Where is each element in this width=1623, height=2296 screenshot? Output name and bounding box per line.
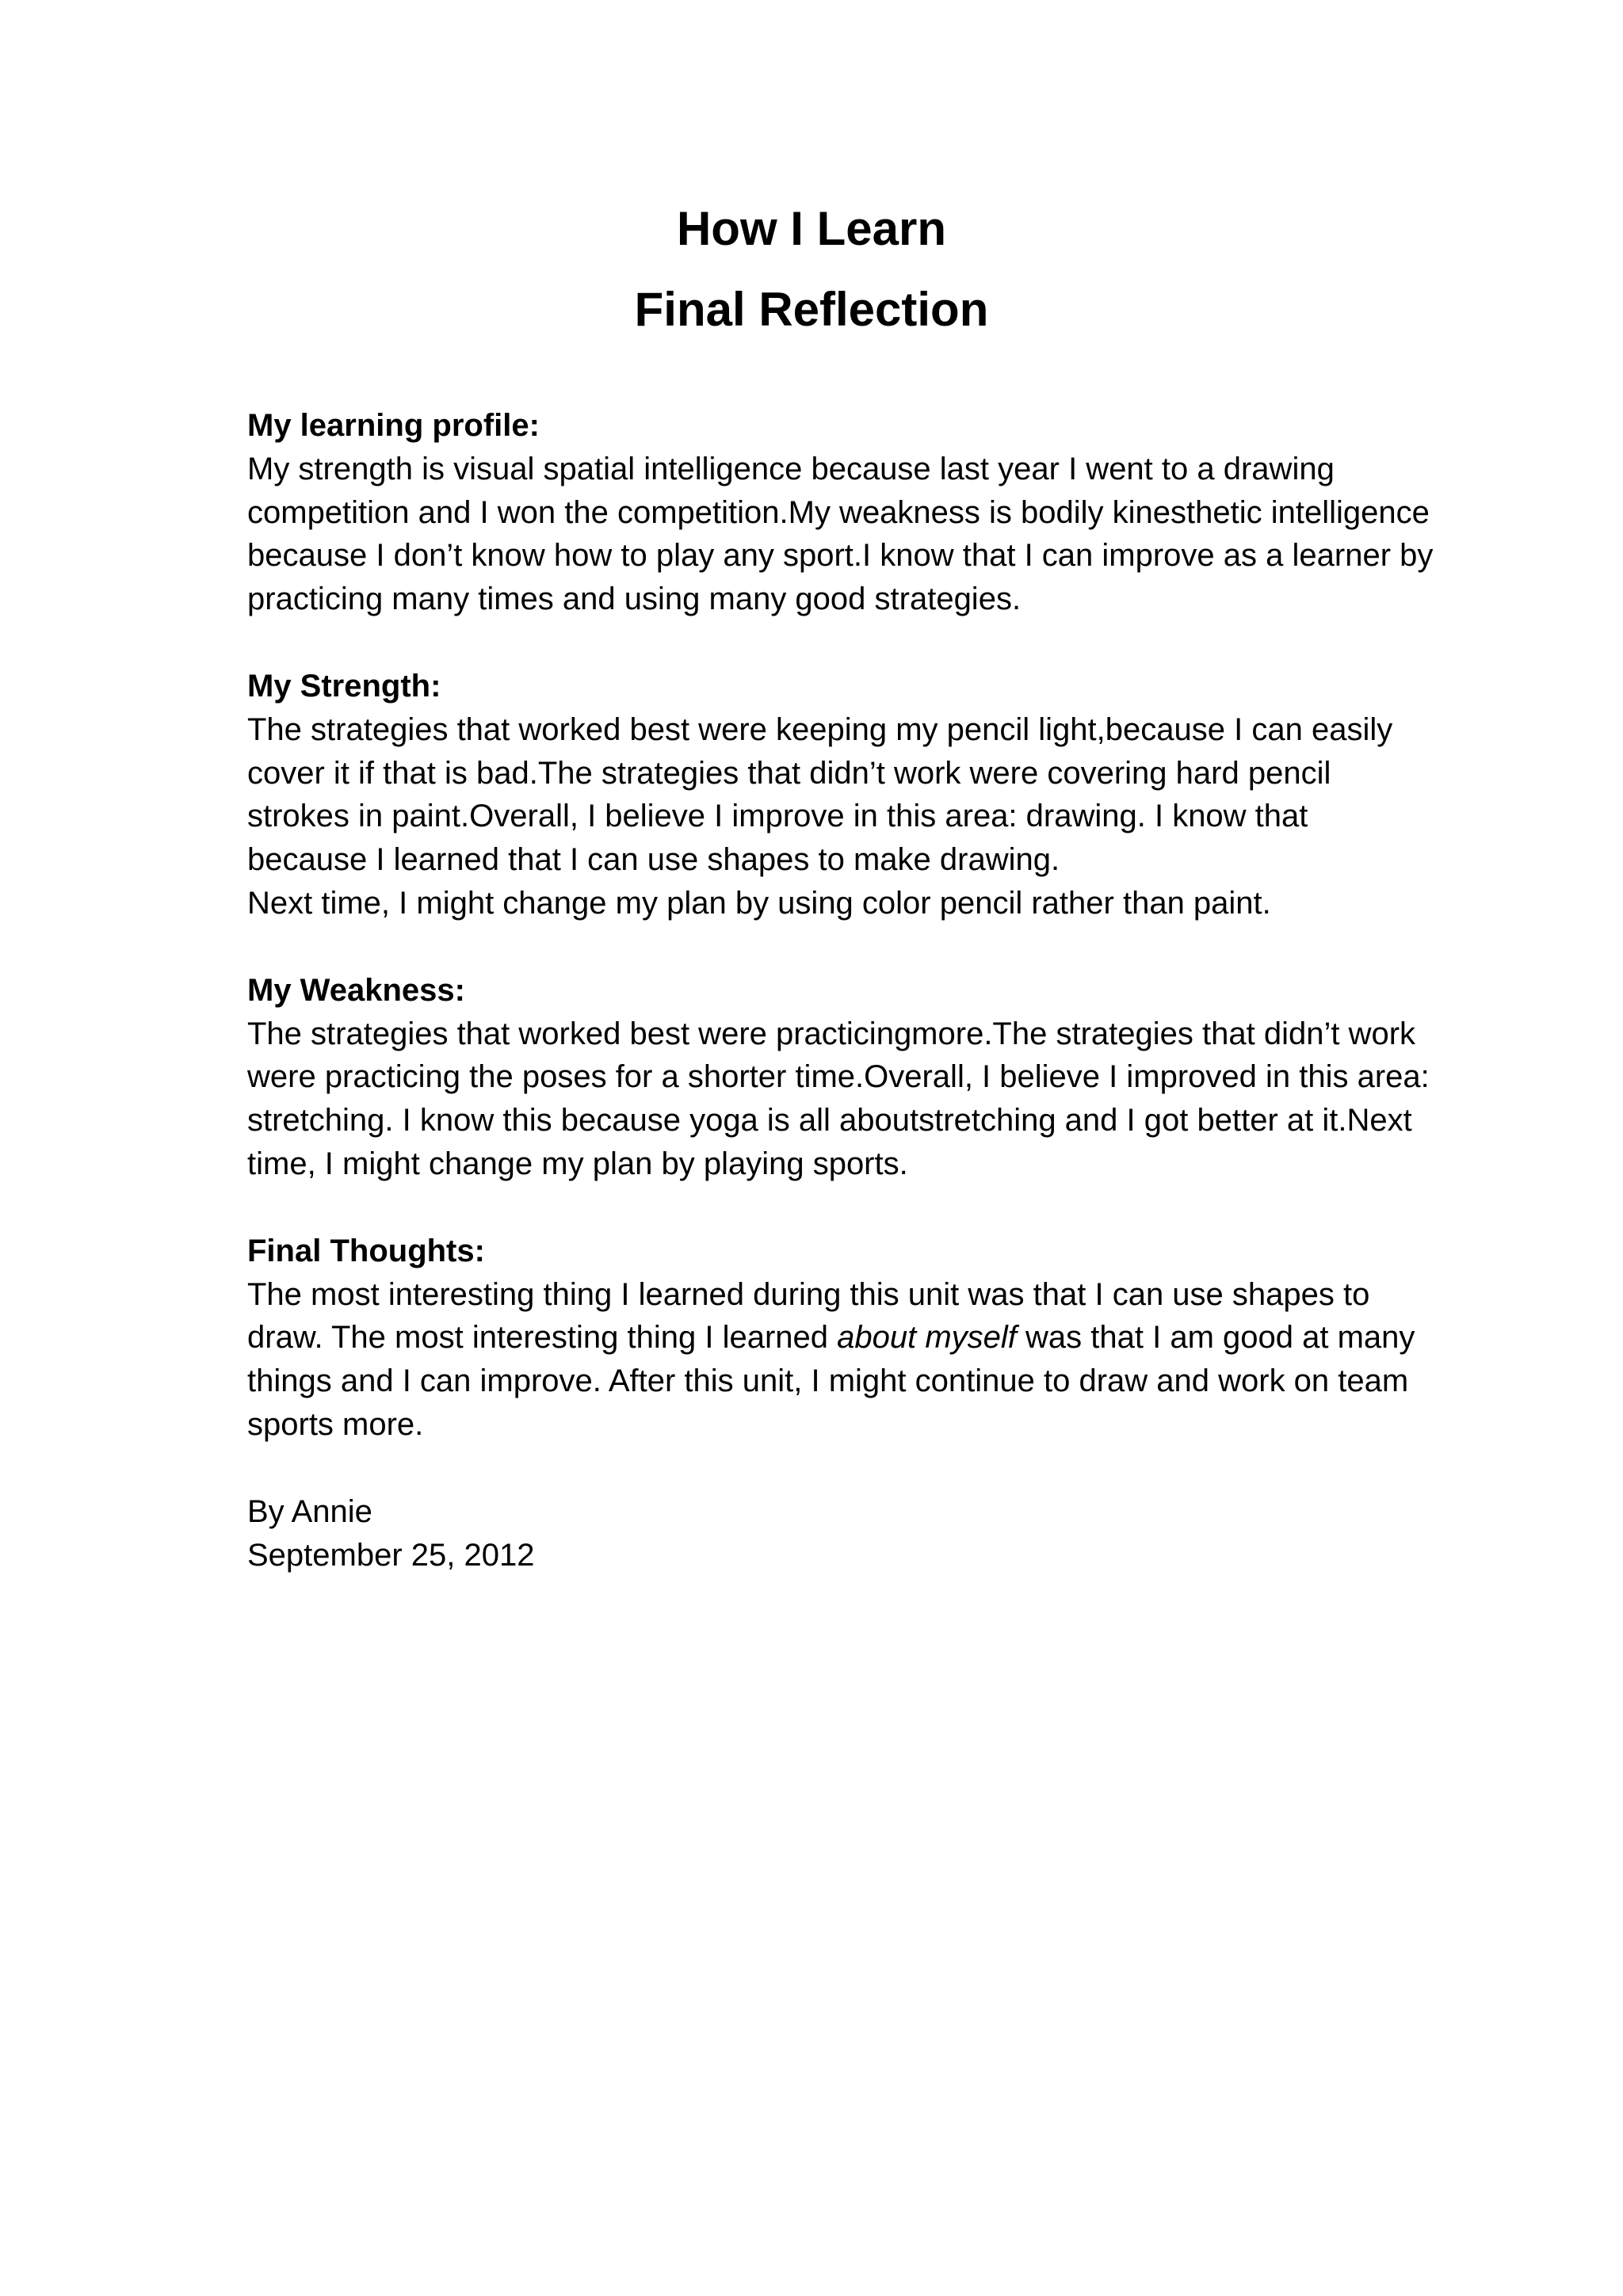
section-paragraph [247, 1273, 1436, 1447]
title-block [0, 189, 1623, 350]
section-heading: My Strength: [247, 668, 441, 704]
section-strength [247, 665, 1436, 925]
emphasized-text: about myself [837, 1320, 1017, 1356]
section-final-thoughts [247, 1230, 1436, 1447]
section-paragraph: The strategies that worked best were practicingmore.The strategies that didn’t work were practicing the poses for a shorter time.Overall, I believe I improved in this area: stretching. I know this because yoga is all aboutstretching and I got better at it.Next time, I might change my plan by playing sports. [247, 1016, 1430, 1181]
section-paragraph: Next time, I might change my plan by using color pencil rather than paint. [247, 885, 1271, 921]
paragraph-text: The most interesting thing I learned during this unit was that I can use shapes to draw. The most interesting thing I learned [247, 1276, 1370, 1356]
page-subtitle: Final Reflection [634, 283, 989, 336]
author-line: By Annie [247, 1493, 372, 1529]
section-paragraph: The strategies that worked best were keeping my pencil light,because I can easily cover it if that is bad.The strategies that didn’t work were covering hard pencil strokes in paint.Overall, I believe I improve in this area: drawing. I know that because I learned that I can use shapes to make drawing. [247, 711, 1393, 878]
page-title: How I Learn [676, 202, 947, 255]
signature-block [247, 1490, 1436, 1577]
section-learning-profile [247, 404, 1436, 621]
paragraph-text: was that I am good at many things and I can improve. After this unit, I might continue to draw and work on team sports more. [247, 1320, 1415, 1442]
document-body [247, 404, 1436, 1577]
section-paragraph: My strength is visual spatial intelligence because last year I went to a drawing competition and I won the competition.My weakness is bodily kinesthetic intelligence because I don’t know how to play any sport.I know that I can improve as a learner by practicing many times and using many good strategies. [247, 451, 1434, 617]
date-line: September 25, 2012 [247, 1537, 535, 1573]
section-weakness [247, 969, 1436, 1186]
section-heading: My learning profile: [247, 408, 540, 443]
section-heading: My Weakness: [247, 972, 465, 1008]
section-heading: Final Thoughts: [247, 1233, 485, 1268]
